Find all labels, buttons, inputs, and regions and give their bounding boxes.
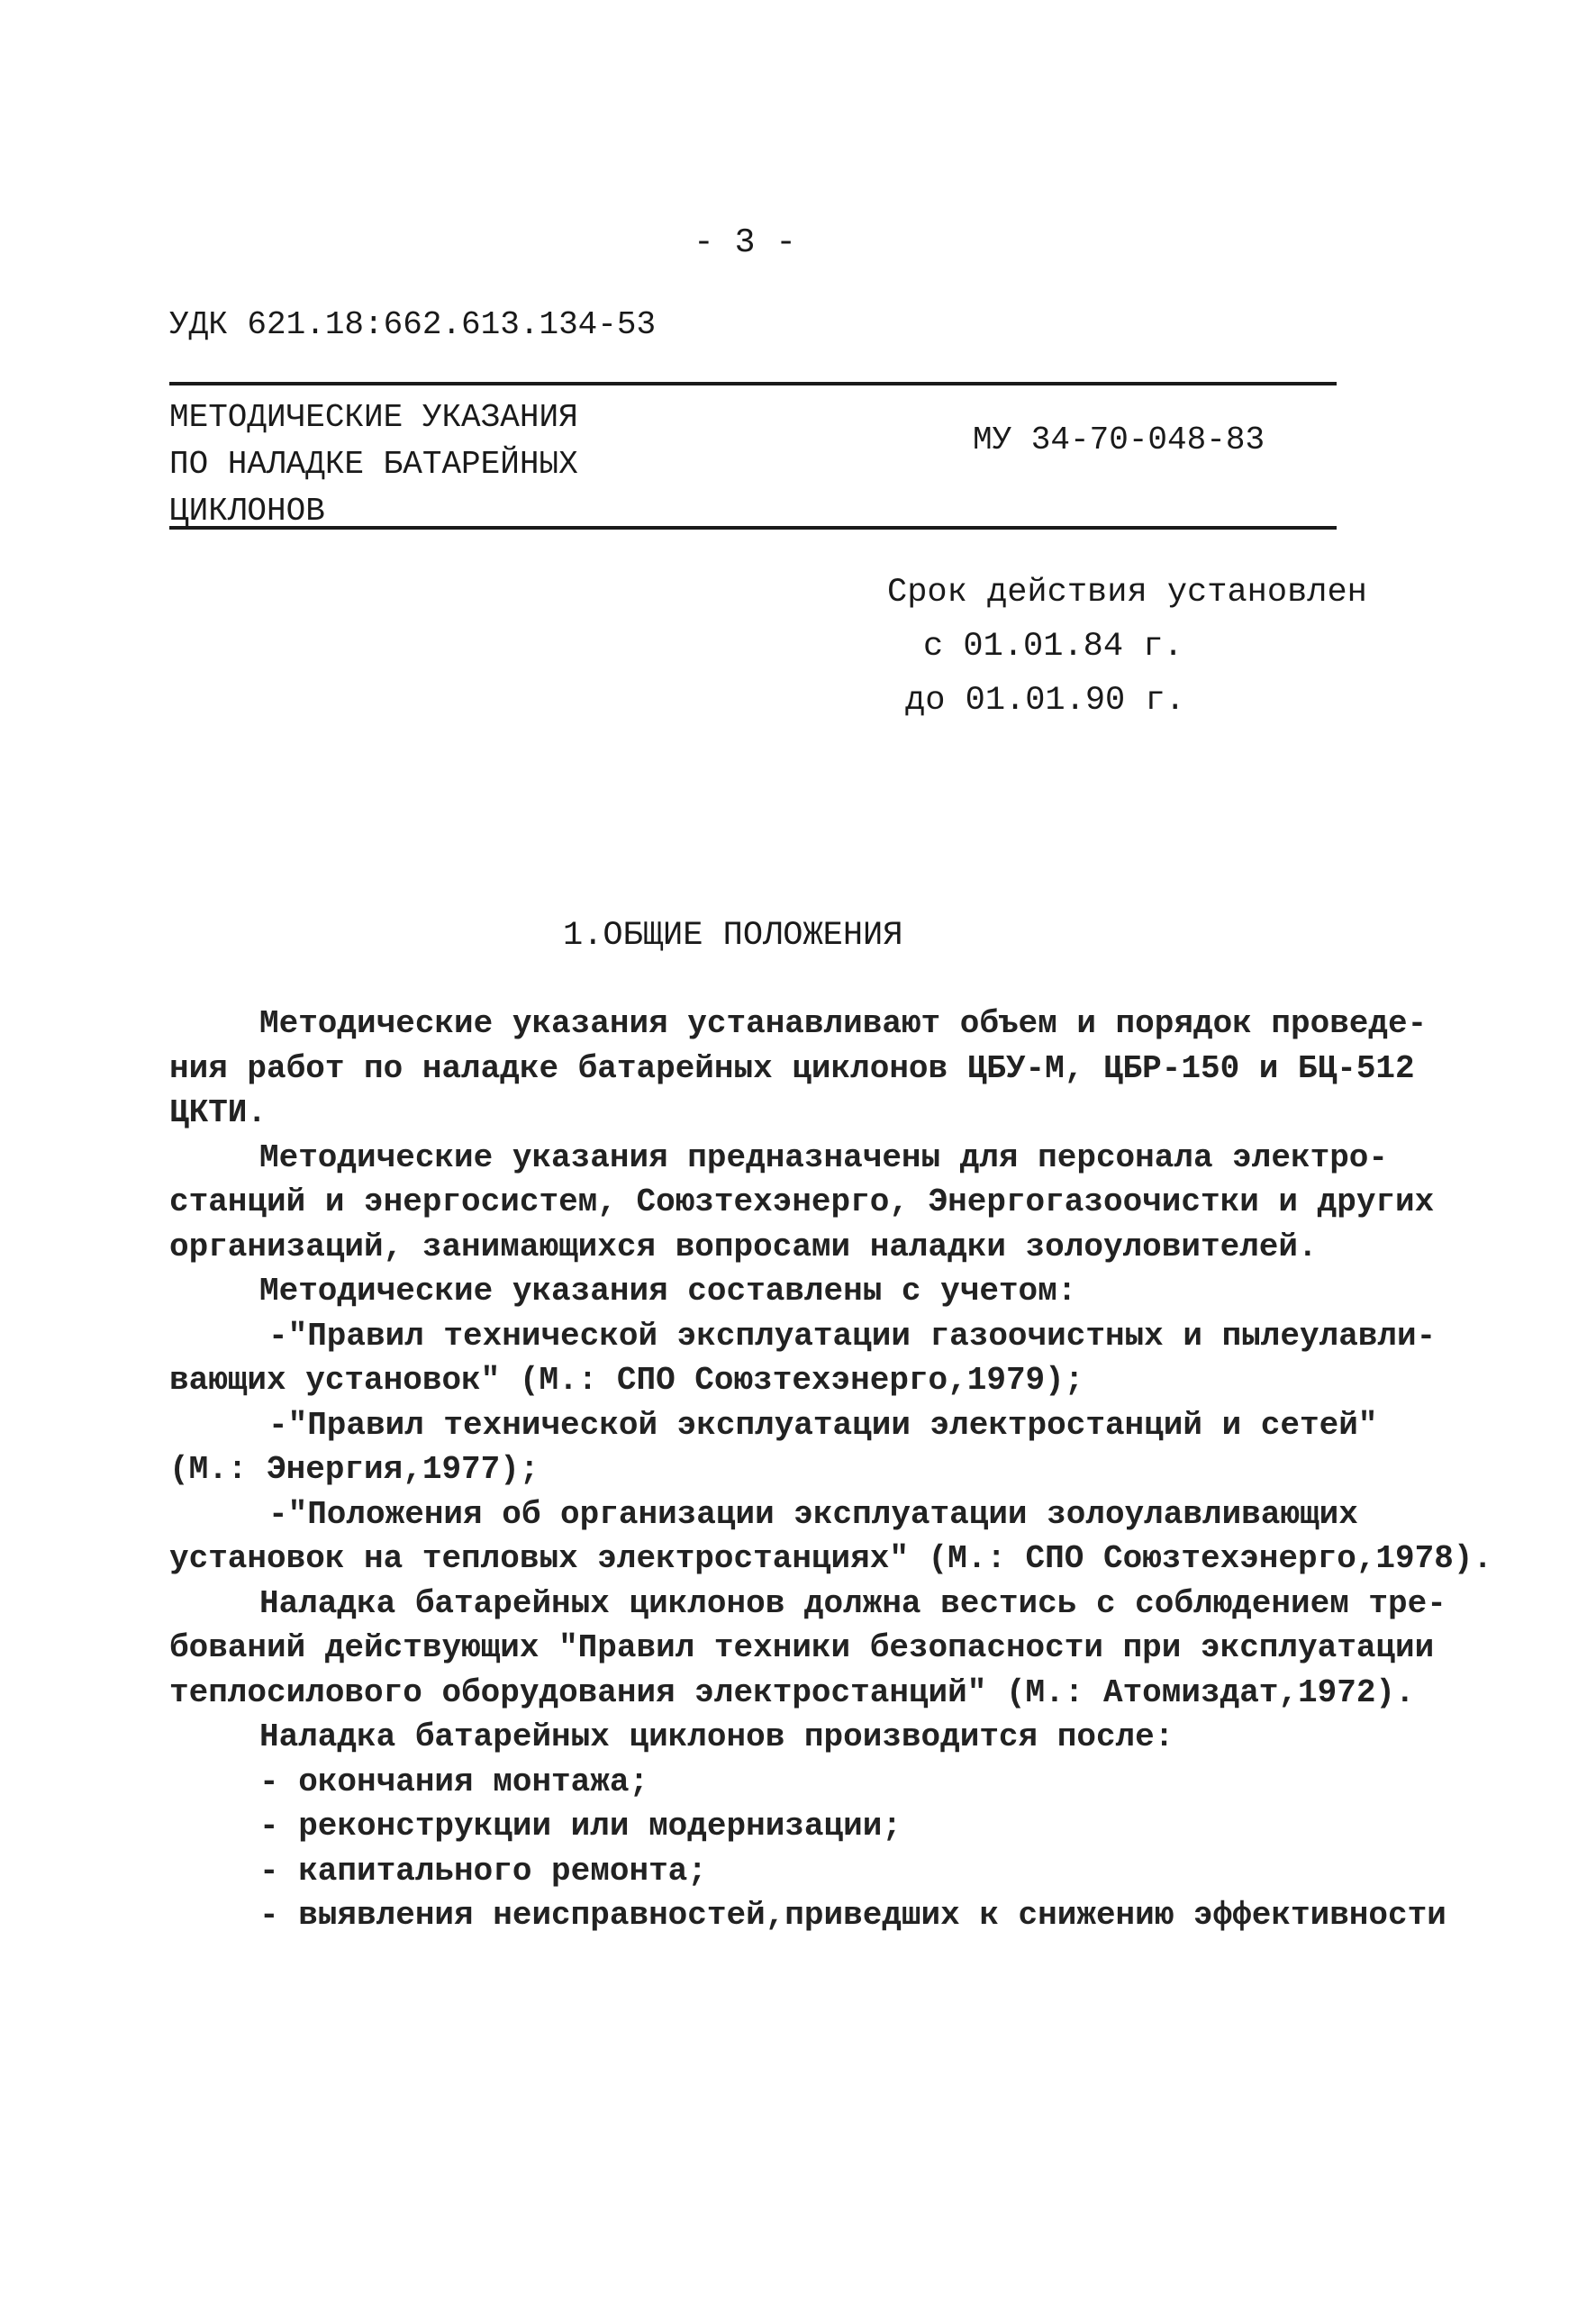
body-line: вающих установок" (М.: СПО Союзтехэнерго,1979); <box>169 1362 1084 1399</box>
body-line: ния работ по наладке батарейных циклонов ЦБУ-М, ЦБР-150 и БЦ-512 <box>169 1049 1415 1087</box>
body-line: Наладка батарейных циклонов должна вестись с соблюдением тре- <box>259 1584 1446 1622</box>
body-line: Методические указания устанавливают объем и порядок проведе- <box>259 1005 1428 1042</box>
list-item: - капитального ремонта; <box>259 1852 707 1890</box>
body-line: теплосилового оборудования электростанций" (М.: Атомиздат,1972). <box>169 1673 1415 1711</box>
document-code: МУ 34-70-048-83 <box>973 422 1265 458</box>
body-line: -"Правил технической эксплуатации газоочистных и пылеулавли- <box>268 1317 1437 1355</box>
body-line: Методические указания составлены с учетом: <box>259 1273 1077 1310</box>
header-rule-bottom <box>169 526 1337 530</box>
validity-end: до 01.01.90 г. <box>905 682 1185 720</box>
body-line: ЦКТИ. <box>169 1094 268 1131</box>
body-line: установок на тепловых электростанциях" (М.: СПО Союзтехэнерго,1978). <box>169 1540 1493 1577</box>
body-line: (М.: Энергия,1977); <box>169 1451 540 1488</box>
page-number: - 3 - <box>694 223 797 262</box>
section-heading: 1.ОБЩИЕ ПОЛОЖЕНИЯ <box>563 917 903 955</box>
list-item: - выявления неисправностей,приведших к снижению эффективности <box>259 1897 1446 1934</box>
body-line: Наладка батарейных циклонов производится после: <box>259 1718 1174 1755</box>
validity-label: Срок действия установлен <box>887 574 1367 612</box>
list-item: - реконструкции или модернизации; <box>259 1808 902 1845</box>
body-line: Методические указания предназначены для персонала электро- <box>259 1138 1389 1176</box>
body-line: -"Правил технической эксплуатации электростанций и сетей" <box>268 1406 1378 1444</box>
body-line: -"Положения об организации эксплуатации золоулавливающих <box>268 1495 1358 1533</box>
body-line: бований действующих "Правил техники безопасности при эксплуатации <box>169 1629 1435 1666</box>
title-line: МЕТОДИЧЕСКИЕ УКАЗАНИЯ <box>169 399 578 436</box>
validity-period <box>887 566 1367 728</box>
list-item: - окончания монтажа; <box>259 1763 649 1800</box>
body-line: организаций, занимающихся вопросами наладки золоуловителей. <box>169 1228 1318 1265</box>
validity-start: с 01.01.84 г. <box>923 628 1183 666</box>
body-line: станций и энергосистем, Союзтехэнерго, Энергогазоочистки и других <box>169 1183 1435 1220</box>
body-text <box>169 1002 1492 1938</box>
udk-code: УДК 621.18:662.613.134-53 <box>169 306 657 343</box>
title-line: ЦИКЛОНОВ <box>169 493 325 530</box>
document-title <box>169 394 578 535</box>
title-line: ПО НАЛАДКЕ БАТАРЕЙНЫХ <box>169 446 578 483</box>
header-rule-top <box>169 382 1337 385</box>
